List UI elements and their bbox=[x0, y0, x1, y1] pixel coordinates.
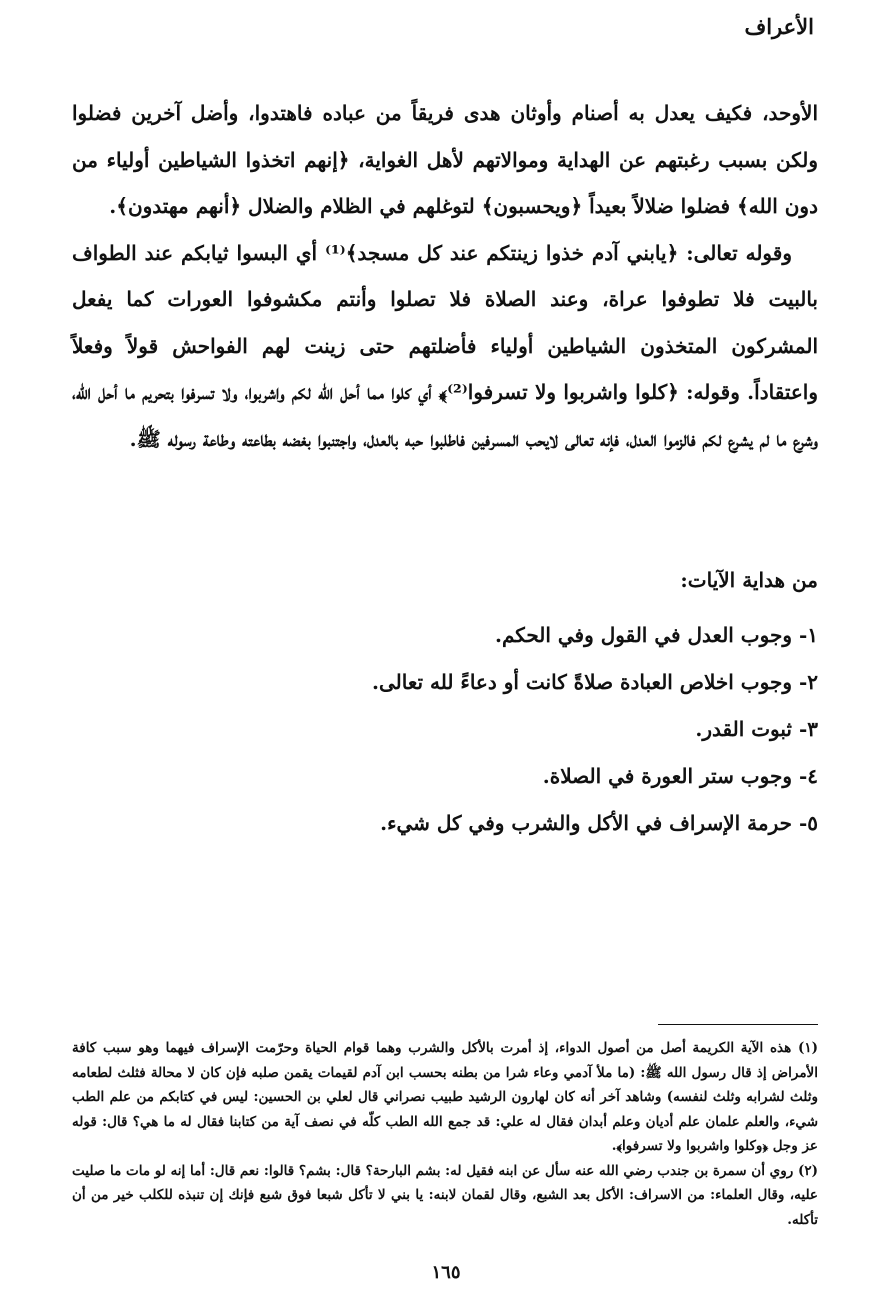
list-item: ٥- حرمة الإسراف في الأكل والشرب وفي كل شيء. bbox=[380, 811, 818, 835]
footnotes bbox=[72, 1036, 818, 1232]
list-item: ٤- وجوب ستر العورة في الصلاة. bbox=[542, 764, 818, 788]
section-title: من هداية الآيات: bbox=[680, 568, 818, 592]
footnote-divider bbox=[658, 1024, 818, 1025]
footnote-2: (٢) روي أن سمرة بن جندب رضي الله عنه سأل عن ابنه فقيل له: بشم البارحة؟ قال: بشم؟ قالوا: نعم قال: أما إنه لو مات ما صليت عليه، وقال العلماء: من الاسراف: الأكل بعد الشبع، وقال لقمان لابنه: يا بني لا تأكل شبعا فوق شبع فإنك إن تنبذه للكلب خير من أن تأكله. bbox=[72, 1162, 818, 1228]
footnote-1: (١) هذه الآية الكريمة أصل من أصول الدواء، إذ أمرت بالأكل والشرب وهما قوام الحياة وحرّمت الإسراف فيهما وهو سبب كافة الأمراض إذ قال رسول الله ﷺ: (ما ملأ آدمي وعاء شرا من بطنه بحسب ابن آدم لقيمات يقمن صلبه فإن كان لا محالة فثلث لطعامه وثلث لشرابه وثلث لنفسه) وشاهد آخر أنه كان لهارون الرشيد طبيب نصراني قال لعلي بن الحسين: ليس في كتابكم من علم الطب شيء، والعلم علمان علم أديان وعلم أبدان فقال له علي: قد جمع الله الطب كلّه في نصف آية من كتابنا فقال له ما هي؟ قال: قوله عز وجل ﴿وكلوا واشربوا ولا تسرفوا﴾. bbox=[72, 1040, 818, 1154]
main-text bbox=[72, 90, 818, 462]
guidance-list bbox=[72, 612, 818, 847]
list-item: ٣- ثبوت القدر. bbox=[695, 717, 818, 741]
paragraph-2: وقوله تعالى: ﴿يابني آدم خذوا زينتكم عند كل مسجد﴾⁽¹⁾ أي البسوا ثيابكم عند الطواف بالبيت فلا تطوفوا عراة، وعند الصلاة فلا تصلوا وأنتم مكشوفوا العورات كما يفعل المشركون المتخذون الشياطين أولياء فأضلتهم حتى زينت لهم الفواحش قولاً وفعلاً واعتقاداً. وقوله: ﴿كلوا واشربوا ولا تسرفوا⁽²⁾﴾ أي كلوا مما أحل الله لكم واشربوا، ولا تسرفوا بتحريم ما أحل الله، وشرع ما لم يشرع لكم فالزموا العدل، فإنه تعالى لايحب المسرفين فاطلبوا حبه بالعدل، واجتنبوا بغضه بطاعته وطاعة رسوله ﷺ. bbox=[72, 240, 818, 451]
list-item: ٢- وجوب اخلاص العبادة صلاةً كانت أو دعاءً لله تعالى. bbox=[372, 670, 818, 694]
list-item: ١- وجوب العدل في القول وفي الحكم. bbox=[495, 623, 818, 647]
page-number: ١٦٥ bbox=[431, 1262, 461, 1283]
running-header: الأعراف bbox=[744, 14, 814, 39]
paragraph-1: الأوحد، فكيف يعدل به أصنام وأوثان هدى فريقاً من عباده فاهتدوا، وأضل آخرين فضلوا ولكن بسبب رغبتهم عن الهداية وموالاتهم لأهل الغواية، ﴿إنهم اتخذوا الشياطين أولياء من دون الله﴾ فضلوا ضلالاً بعيداً ﴿ويحسبون﴾ لتوغلهم في الظلام والضلال ﴿أنهم مهتدون﴾. bbox=[72, 101, 818, 218]
